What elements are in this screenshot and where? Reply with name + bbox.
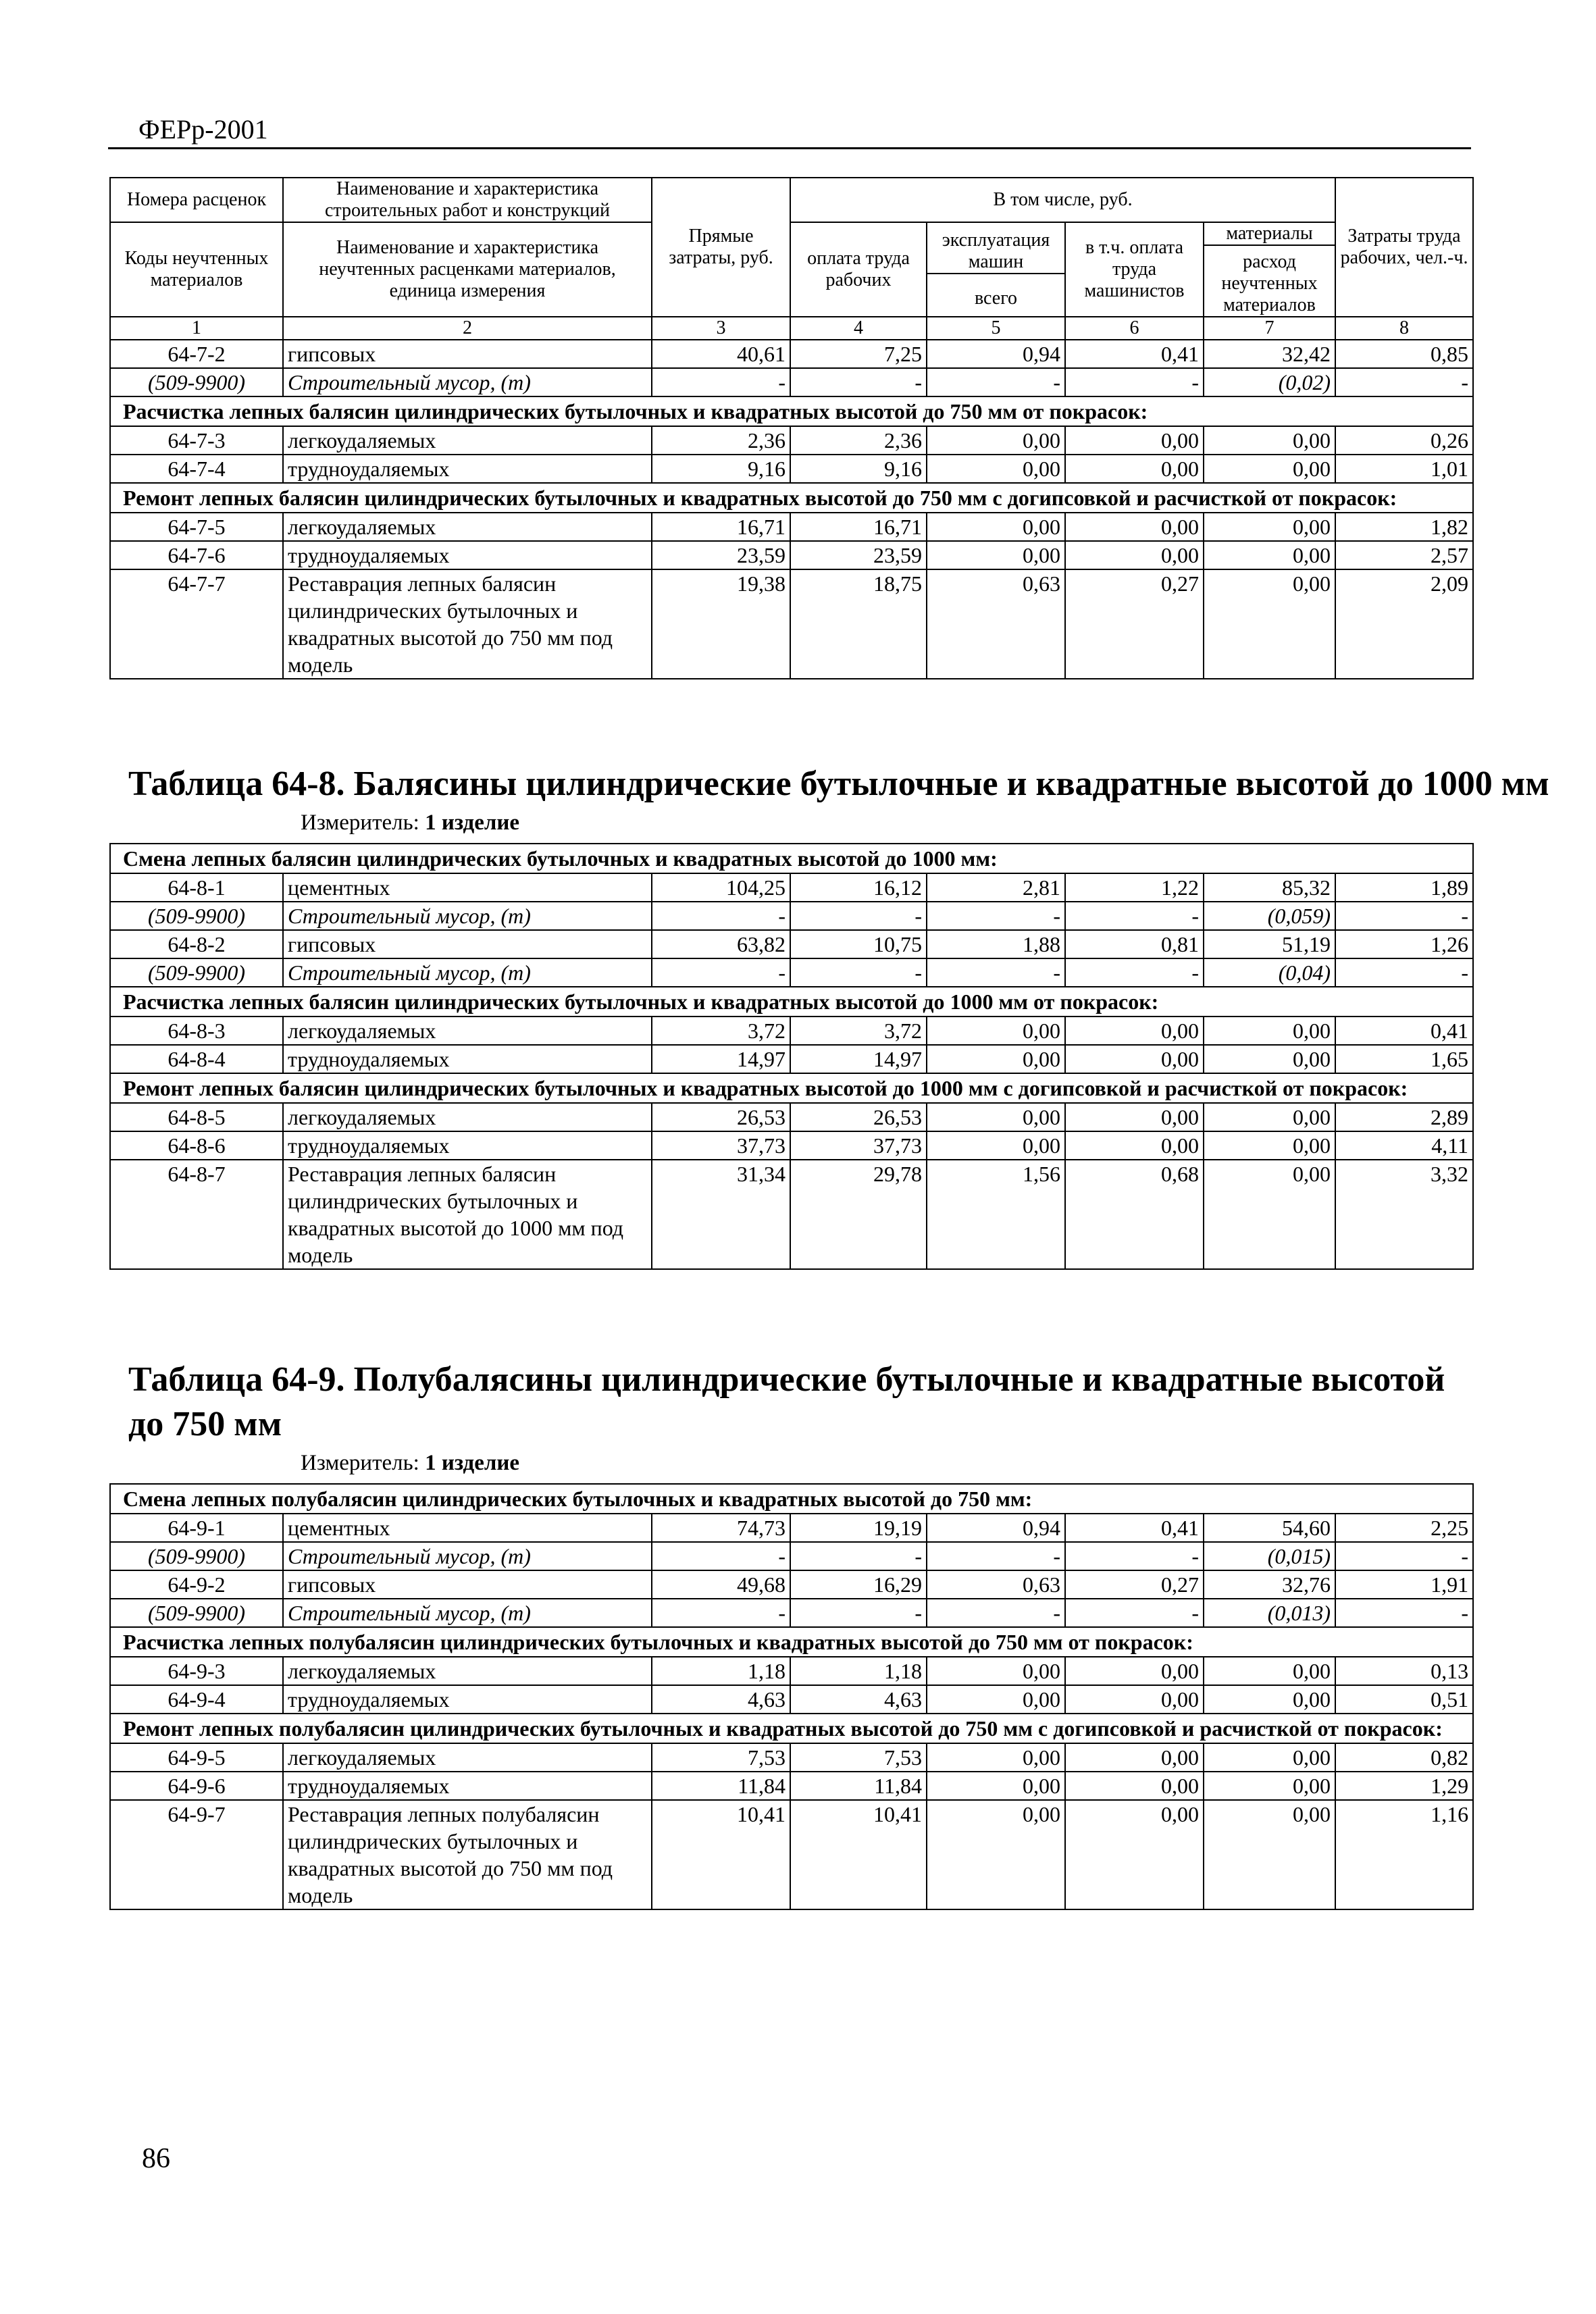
value-col-5: 0,00: [927, 455, 1065, 483]
col-num-3: 3: [652, 317, 790, 340]
section-row: [110, 1484, 1473, 1514]
table-64-8-measure: [301, 811, 519, 835]
value-col-3: 37,73: [652, 1131, 790, 1160]
value-col-3: 104,25: [652, 873, 790, 902]
table-body: [110, 844, 1473, 1269]
value-col-6: -: [1065, 368, 1204, 396]
col-num-6: 6: [1065, 317, 1204, 340]
rate-code: (509-9900): [110, 902, 283, 930]
value-col-8: 0,82: [1335, 1743, 1473, 1772]
value-col-5: -: [927, 1542, 1065, 1570]
value-col-3: 4,63: [652, 1685, 790, 1714]
value-col-6: 0,41: [1065, 1514, 1204, 1542]
page-header: ФЕРр-2001: [138, 114, 268, 145]
value-col-7: 0,00: [1204, 426, 1335, 455]
section-heading: Расчистка лепных балясин цилиндрических бутылочных и квадратных высотой до 750 мм от покрасок:: [110, 396, 1473, 426]
value-col-8: 1,26: [1335, 930, 1473, 958]
value-col-7: 0,00: [1204, 1045, 1335, 1073]
value-col-8: -: [1335, 958, 1473, 987]
col-zatraty: Затраты труда рабочих, чел.-ч.: [1335, 178, 1473, 317]
value-col-8: 2,09: [1335, 569, 1473, 679]
col-v-tom-chisle: В том числе, руб.: [790, 178, 1335, 222]
header-rule: [108, 147, 1471, 149]
value-col-5: 0,94: [927, 1514, 1065, 1542]
value-col-6: -: [1065, 1542, 1204, 1570]
rate-code: 64-9-3: [110, 1657, 283, 1685]
value-col-4: -: [790, 368, 927, 396]
value-col-3: 40,61: [652, 340, 790, 368]
value-col-5: 2,81: [927, 873, 1065, 902]
section-row: [110, 1073, 1473, 1103]
col-materialy-label: материалы: [1204, 223, 1335, 246]
value-col-8: 0,85: [1335, 340, 1473, 368]
table-64-9-title: Таблица 64-9. Полубалясины цилиндрические бутылочные и квадратные высотой до 750 мм: [128, 1360, 1445, 1443]
rate-name: Строительный мусор, (т): [283, 1599, 652, 1627]
value-col-5: 0,00: [927, 426, 1065, 455]
value-col-6: -: [1065, 1599, 1204, 1627]
value-col-7: 51,19: [1204, 930, 1335, 958]
section-row: [110, 483, 1473, 513]
value-col-3: -: [652, 958, 790, 987]
table-body: [110, 340, 1473, 679]
value-col-5: 0,00: [927, 1131, 1065, 1160]
value-col-8: 1,01: [1335, 455, 1473, 483]
value-col-7: 0,00: [1204, 569, 1335, 679]
value-col-6: 0,00: [1065, 1045, 1204, 1073]
value-col-3: 9,16: [652, 455, 790, 483]
rate-row: [110, 569, 1473, 679]
rate-row: [110, 541, 1473, 569]
value-col-7: 85,32: [1204, 873, 1335, 902]
value-col-4: 4,63: [790, 1685, 927, 1714]
rate-name: трудноудаляемых: [283, 1772, 652, 1800]
value-col-4: 37,73: [790, 1131, 927, 1160]
value-col-3: 11,84: [652, 1772, 790, 1800]
value-col-4: 16,71: [790, 513, 927, 541]
value-col-8: 1,89: [1335, 873, 1473, 902]
section-heading: Расчистка лепных балясин цилиндрических бутылочных и квадратных высотой до 1000 мм от покрасок:: [110, 987, 1473, 1017]
value-col-3: 16,71: [652, 513, 790, 541]
material-row: [110, 902, 1473, 930]
value-col-5: 0,00: [927, 1800, 1065, 1909]
rate-name: Строительный мусор, (т): [283, 1542, 652, 1570]
rate-code: 64-9-5: [110, 1743, 283, 1772]
value-col-4: -: [790, 958, 927, 987]
value-col-7: 32,42: [1204, 340, 1335, 368]
value-col-6: 0,00: [1065, 1685, 1204, 1714]
rate-code: 64-7-2: [110, 340, 283, 368]
col-num-1: 1: [110, 317, 283, 340]
value-col-7: 54,60: [1204, 1514, 1335, 1542]
section-row: [110, 987, 1473, 1017]
rate-name: легкоудаляемых: [283, 426, 652, 455]
value-col-6: 0,00: [1065, 1017, 1204, 1045]
value-col-3: 49,68: [652, 1570, 790, 1599]
value-col-6: 0,68: [1065, 1160, 1204, 1269]
measure-label: Измеритель:: [301, 811, 419, 835]
value-col-5: 0,00: [927, 1743, 1065, 1772]
value-col-4: 1,18: [790, 1657, 927, 1685]
rate-code: 64-8-4: [110, 1045, 283, 1073]
rates-table-64-8: [109, 843, 1474, 1270]
value-col-8: -: [1335, 902, 1473, 930]
col-num-7: 7: [1204, 317, 1335, 340]
value-col-3: 26,53: [652, 1103, 790, 1131]
col-num-4: 4: [790, 317, 927, 340]
value-col-3: -: [652, 1542, 790, 1570]
col-num-8: 8: [1335, 317, 1473, 340]
rate-name: цементных: [283, 1514, 652, 1542]
value-col-8: -: [1335, 368, 1473, 396]
section-heading: Смена лепных полубалясин цилиндрических бутылочных и квадратных высотой до 750 мм:: [110, 1484, 1473, 1514]
value-col-5: -: [927, 958, 1065, 987]
table-64-8-title: Таблица 64-8. Балясины цилиндрические бутылочные и квадратные высотой до 1000 мм: [128, 765, 1549, 803]
value-col-4: 2,36: [790, 426, 927, 455]
value-col-3: 63,82: [652, 930, 790, 958]
value-col-6: 0,00: [1065, 1103, 1204, 1131]
rate-name: легкоудаляемых: [283, 1657, 652, 1685]
col-vtch: в т.ч. оплата труда машинистов: [1065, 222, 1204, 317]
rate-code: (509-9900): [110, 1542, 283, 1570]
measure-value: 1 изделие: [425, 811, 520, 835]
value-col-5: 1,88: [927, 930, 1065, 958]
value-col-8: 1,16: [1335, 1800, 1473, 1909]
value-col-5: 0,63: [927, 1570, 1065, 1599]
value-col-5: 0,94: [927, 340, 1065, 368]
value-col-8: 2,89: [1335, 1103, 1473, 1131]
rate-row: [110, 1657, 1473, 1685]
value-col-6: 0,00: [1065, 1657, 1204, 1685]
rate-code: 64-7-5: [110, 513, 283, 541]
value-col-4: 14,97: [790, 1045, 927, 1073]
value-col-7: 0,00: [1204, 1685, 1335, 1714]
value-col-6: 0,00: [1065, 1800, 1204, 1909]
value-col-6: 0,00: [1065, 455, 1204, 483]
value-col-7: (0,013): [1204, 1599, 1335, 1627]
value-col-6: -: [1065, 902, 1204, 930]
rate-row: [110, 426, 1473, 455]
value-col-7: (0,02): [1204, 368, 1335, 396]
value-col-6: 1,22: [1065, 873, 1204, 902]
col-naim-materialov: Наименование и характеристика неучтенных расценками материалов, единица измерения: [283, 222, 652, 317]
material-row: [110, 958, 1473, 987]
value-col-7: (0,015): [1204, 1542, 1335, 1570]
rate-row: [110, 1743, 1473, 1772]
value-col-4: 3,72: [790, 1017, 927, 1045]
rate-name: гипсовых: [283, 930, 652, 958]
section-heading: Ремонт лепных балясин цилиндрических бутылочных и квадратных высотой до 750 мм с догипсовкой и расчисткой от покрасок:: [110, 483, 1473, 513]
rate-row: [110, 930, 1473, 958]
value-col-8: 1,29: [1335, 1772, 1473, 1800]
rate-row: [110, 1772, 1473, 1800]
value-col-8: 0,51: [1335, 1685, 1473, 1714]
rate-code: 64-8-6: [110, 1131, 283, 1160]
rate-row: [110, 1514, 1473, 1542]
value-col-6: -: [1065, 958, 1204, 987]
rate-name: Строительный мусор, (т): [283, 368, 652, 396]
rate-name: гипсовых: [283, 340, 652, 368]
value-col-5: 0,00: [927, 1045, 1065, 1073]
value-col-3: 2,36: [652, 426, 790, 455]
value-col-7: (0,059): [1204, 902, 1335, 930]
rate-row: [110, 1800, 1473, 1909]
value-col-3: 74,73: [652, 1514, 790, 1542]
value-col-5: 0,00: [927, 1685, 1065, 1714]
material-row: [110, 1542, 1473, 1570]
rate-name: Строительный мусор, (т): [283, 958, 652, 987]
value-col-3: 14,97: [652, 1045, 790, 1073]
value-col-5: 0,00: [927, 1657, 1065, 1685]
rate-code: 64-9-4: [110, 1685, 283, 1714]
value-col-8: 1,65: [1335, 1045, 1473, 1073]
value-col-6: 0,27: [1065, 1570, 1204, 1599]
value-col-8: 0,26: [1335, 426, 1473, 455]
table-64-9-measure: [301, 1451, 519, 1476]
value-col-6: 0,41: [1065, 340, 1204, 368]
col-nomera: Номера расценок: [110, 178, 283, 222]
value-col-5: 0,00: [927, 513, 1065, 541]
measure-label: Измеритель:: [301, 1451, 419, 1475]
value-col-4: 26,53: [790, 1103, 927, 1131]
section-heading: Смена лепных балясин цилиндрических бутылочных и квадратных высотой до 1000 мм:: [110, 844, 1473, 873]
rate-code: 64-8-3: [110, 1017, 283, 1045]
col-pryamye: Прямые затраты, руб.: [652, 178, 790, 317]
value-col-7: 32,76: [1204, 1570, 1335, 1599]
value-col-7: 0,00: [1204, 1160, 1335, 1269]
value-col-7: (0,04): [1204, 958, 1335, 987]
value-col-5: -: [927, 368, 1065, 396]
table-header: [110, 178, 1473, 340]
value-col-3: 1,18: [652, 1657, 790, 1685]
rate-name: гипсовых: [283, 1570, 652, 1599]
value-col-8: 2,57: [1335, 541, 1473, 569]
rate-code: (509-9900): [110, 958, 283, 987]
section-heading: Расчистка лепных полубалясин цилиндрических бутылочных и квадратных высотой до 750 мм от покрасок:: [110, 1627, 1473, 1657]
value-col-4: 7,53: [790, 1743, 927, 1772]
table-body: [110, 1484, 1473, 1909]
rate-row: [110, 340, 1473, 368]
rate-name: легкоудаляемых: [283, 1743, 652, 1772]
section-row: [110, 1627, 1473, 1657]
value-col-5: -: [927, 902, 1065, 930]
value-col-3: -: [652, 902, 790, 930]
value-col-4: 10,75: [790, 930, 927, 958]
rate-name: цементных: [283, 873, 652, 902]
rate-name: трудноудаляемых: [283, 541, 652, 569]
value-col-3: -: [652, 368, 790, 396]
rate-row: [110, 1570, 1473, 1599]
value-col-3: 10,41: [652, 1800, 790, 1909]
value-col-5: -: [927, 1599, 1065, 1627]
value-col-8: 2,25: [1335, 1514, 1473, 1542]
value-col-3: 19,38: [652, 569, 790, 679]
value-col-8: 4,11: [1335, 1131, 1473, 1160]
section-row: [110, 1714, 1473, 1743]
value-col-3: 23,59: [652, 541, 790, 569]
rate-name: трудноудаляемых: [283, 1131, 652, 1160]
value-col-5: 1,56: [927, 1160, 1065, 1269]
section-row: [110, 844, 1473, 873]
value-col-7: 0,00: [1204, 1743, 1335, 1772]
section-heading: Ремонт лепных полубалясин цилиндрических бутылочных и квадратных высотой до 750 мм с догипсовкой и расчисткой от покрасок:: [110, 1714, 1473, 1743]
value-col-4: 16,12: [790, 873, 927, 902]
rate-name: трудноудаляемых: [283, 455, 652, 483]
value-col-5: 0,63: [927, 569, 1065, 679]
rate-row: [110, 1131, 1473, 1160]
value-col-8: 3,32: [1335, 1160, 1473, 1269]
rates-table-64-9: [109, 1483, 1474, 1910]
value-col-6: 0,00: [1065, 541, 1204, 569]
value-col-4: 16,29: [790, 1570, 927, 1599]
col-vsego-label: всего: [974, 288, 1018, 309]
value-col-8: 0,13: [1335, 1657, 1473, 1685]
value-col-7: 0,00: [1204, 455, 1335, 483]
col-rashod: расход неучтенных материалов: [1221, 251, 1318, 315]
col-naim-rabot: Наименование и характеристика строительных работ и конструкций: [283, 178, 652, 222]
value-col-4: -: [790, 902, 927, 930]
material-row: [110, 368, 1473, 396]
rate-name: трудноудаляемых: [283, 1685, 652, 1714]
value-col-7: 0,00: [1204, 1800, 1335, 1909]
value-col-6: 0,00: [1065, 1131, 1204, 1160]
rate-row: [110, 873, 1473, 902]
value-col-5: 0,00: [927, 1772, 1065, 1800]
rate-code: 64-9-7: [110, 1800, 283, 1909]
value-col-7: 0,00: [1204, 1657, 1335, 1685]
value-col-4: 10,41: [790, 1800, 927, 1909]
value-col-5: 0,00: [927, 541, 1065, 569]
value-col-8: 1,91: [1335, 1570, 1473, 1599]
value-col-7: 0,00: [1204, 1017, 1335, 1045]
rate-name: трудноудаляемых: [283, 1045, 652, 1073]
value-col-7: 0,00: [1204, 513, 1335, 541]
value-col-4: 7,25: [790, 340, 927, 368]
value-col-5: 0,00: [927, 1103, 1065, 1131]
value-col-3: 31,34: [652, 1160, 790, 1269]
value-col-6: 0,27: [1065, 569, 1204, 679]
rate-code: 64-7-6: [110, 541, 283, 569]
value-col-4: 11,84: [790, 1772, 927, 1800]
rate-name: Реставрация лепных балясин цилиндрических бутылочных и квадратных высотой до 1000 мм под модель: [283, 1160, 652, 1269]
value-col-8: -: [1335, 1599, 1473, 1627]
rate-name: легкоудаляемых: [283, 513, 652, 541]
value-col-7: 0,00: [1204, 1131, 1335, 1160]
rate-code: (509-9900): [110, 1599, 283, 1627]
rate-name: Реставрация лепных полубалясин цилиндрических бутылочных и квадратных высотой до 750 мм под модель: [283, 1800, 652, 1909]
value-col-4: 9,16: [790, 455, 927, 483]
section-heading: Ремонт лепных балясин цилиндрических бутылочных и квадратных высотой до 1000 мм с догипсовкой и расчисткой от покрасок:: [110, 1073, 1473, 1103]
rate-code: 64-7-7: [110, 569, 283, 679]
page-number: 86: [142, 2143, 170, 2174]
rate-code: (509-9900): [110, 368, 283, 396]
value-col-4: 29,78: [790, 1160, 927, 1269]
value-col-7: 0,00: [1204, 1103, 1335, 1131]
section-row: [110, 396, 1473, 426]
rate-row: [110, 1045, 1473, 1073]
value-col-4: 18,75: [790, 569, 927, 679]
col-materialy: [1204, 222, 1335, 317]
value-col-7: 0,00: [1204, 541, 1335, 569]
measure-value: 1 изделие: [425, 1451, 520, 1475]
rate-code: 64-8-5: [110, 1103, 283, 1131]
rate-row: [110, 455, 1473, 483]
col-num-2: 2: [283, 317, 652, 340]
rate-row: [110, 1160, 1473, 1269]
col-kody: Коды неучтенных материалов: [110, 222, 283, 317]
rate-code: 64-7-3: [110, 426, 283, 455]
value-col-8: 0,41: [1335, 1017, 1473, 1045]
rate-code: 64-8-2: [110, 930, 283, 958]
value-col-8: -: [1335, 1542, 1473, 1570]
value-col-6: 0,81: [1065, 930, 1204, 958]
rate-code: 64-8-7: [110, 1160, 283, 1269]
rate-code: 64-7-4: [110, 455, 283, 483]
rate-name: легкоудаляемых: [283, 1017, 652, 1045]
rate-code: 64-9-6: [110, 1772, 283, 1800]
rate-row: [110, 1685, 1473, 1714]
col-vsego: [927, 222, 1065, 317]
rate-name: Строительный мусор, (т): [283, 902, 652, 930]
rate-name: Реставрация лепных балясин цилиндрических бутылочных и квадратных высотой до 750 мм под модель: [283, 569, 652, 679]
value-col-4: -: [790, 1599, 927, 1627]
value-col-5: 0,00: [927, 1017, 1065, 1045]
value-col-8: 1,82: [1335, 513, 1473, 541]
rate-code: 64-8-1: [110, 873, 283, 902]
value-col-6: 0,00: [1065, 1743, 1204, 1772]
material-row: [110, 1599, 1473, 1627]
rate-code: 64-9-2: [110, 1570, 283, 1599]
value-col-3: 7,53: [652, 1743, 790, 1772]
value-col-4: 19,19: [790, 1514, 927, 1542]
rate-row: [110, 1017, 1473, 1045]
rate-row: [110, 1103, 1473, 1131]
col-ekspl: эксплуатация машин: [927, 230, 1064, 274]
rate-row: [110, 513, 1473, 541]
col-num-5: 5: [927, 317, 1065, 340]
value-col-7: 0,00: [1204, 1772, 1335, 1800]
rates-table-64-7: [109, 177, 1474, 679]
col-oplata: оплата труда рабочих: [790, 222, 927, 317]
value-col-6: 0,00: [1065, 426, 1204, 455]
value-col-4: -: [790, 1542, 927, 1570]
value-col-6: 0,00: [1065, 513, 1204, 541]
value-col-4: 23,59: [790, 541, 927, 569]
rate-name: легкоудаляемых: [283, 1103, 652, 1131]
rate-code: 64-9-1: [110, 1514, 283, 1542]
value-col-6: 0,00: [1065, 1772, 1204, 1800]
value-col-3: 3,72: [652, 1017, 790, 1045]
value-col-3: -: [652, 1599, 790, 1627]
